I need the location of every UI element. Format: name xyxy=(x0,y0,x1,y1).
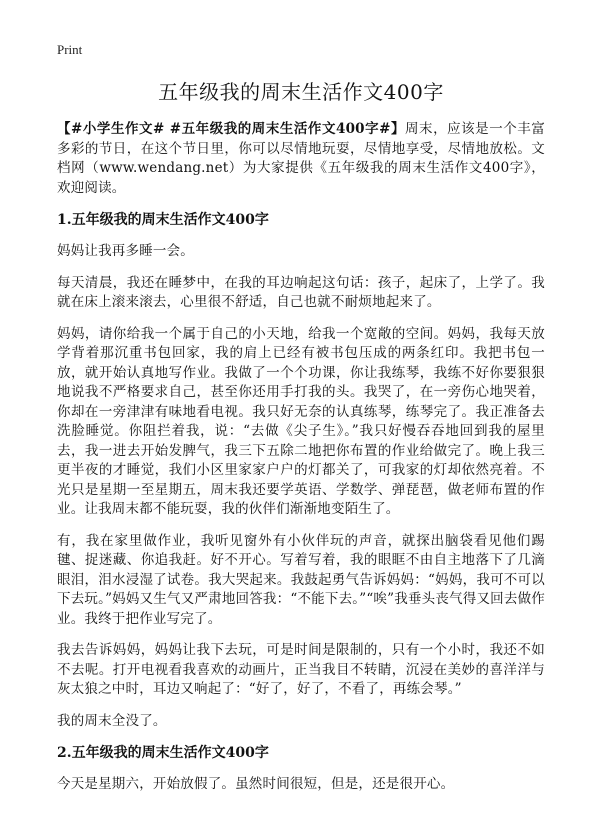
section-1-paragraph-5: 我去告诉妈妈，妈妈让我下去玩，可是时间是限制的，只有一个小时，我还不如不去呢。打开电视看我喜欢的动画片，正当我目不转睛，沉浸在美妙的喜洋洋与灰太狼之中时，耳边又响起了：“好了，好了，不看了，再练会琴。” xyxy=(57,642,545,697)
intro-text: 周末，应该是一个丰富多彩的节日，在这个节日里，你可以尽情地玩耍，尽情地享受，尽情地放松。文档网（www.wendang.net）为大家提供《五年级我的周末生活作文400字》，欢迎阅读。 xyxy=(57,121,546,196)
section-1-paragraph-6: 我的周末全没了。 xyxy=(57,712,167,729)
section-1-paragraph-1: 妈妈让我再多睡一会。 xyxy=(57,243,194,259)
print-label: Print xyxy=(57,42,83,57)
document-title: 五年级我的周末生活作文400字 xyxy=(158,80,444,104)
intro-tags: 【#小学生作文# #五年级我的周末生活作文400字#】 xyxy=(57,121,406,137)
document-body xyxy=(57,78,545,807)
intro-paragraph xyxy=(57,120,545,198)
section-1-paragraph-2: 每天清晨，我还在睡梦中，在我的耳边响起这句话：孩子，起床了，上学了。我就在床上滚来滚去，心里很不舒适，自己也就不耐烦地起来了。 xyxy=(57,274,545,310)
section-2-paragraph-1: 今天是星期六，开始放假了。虽然时间很短，但是，还是很开心。 xyxy=(57,776,455,792)
section-1-paragraph-4: 有，我在家里做作业，我听见窗外有小伙伴玩的声音，就探出脑袋看见他们踢毽、捉迷藏、你追我赶。好不开心。写着写着，我的眼眶不由自主地落下了几滴眼泪，泪水浸湿了试卷。我大哭起来。我鼓起勇气告诉妈妈：“妈妈，我可不可以下去玩。”妈妈又生气又严肃地回答我：“不能下去。”“唉”我垂头丧气得又回去做作业。我终于把作业写完了。 xyxy=(57,532,545,627)
section-1-paragraph-3: 妈妈，请你给我一个属于自己的小天地，给我一个宽敞的空间。妈妈，我每天放学背着那沉重书包回家，我的肩上已经有被书包压成的两条红印。我把书包一放，就开始认真地写作业。我做了一个个功课，你让我练琴，我练不好你要狠狠地说我不严格要求自己，甚至你还用手打我的头。我哭了，在一旁伤心地哭着，你却在一旁津津有味地看电视。我只好无奈的认真练琴，练琴完了。我正准备去洗脸睡觉。你阻拦着我，说：“去做《尖子生》。”我只好慢吞吞地回到我的屋里去，我一进去开始发脾气，我三下五除二地把你布置的作业给做完了。晚上我三更半夜的才睡觉，我们小区里家家户户的灯都关了，可我家的灯却依然亮着。不光只是星期一至星期五，周末我还要学英语、学数学、弹琵琶，做老师布置的作业。让我周末都不能玩耍，我的伙伴们渐渐地变陌生了。 xyxy=(57,325,545,517)
section-1-heading: 1.五年级我的周末生活作文400字 xyxy=(57,212,269,228)
section-2-heading: 2.五年级我的周末生活作文400字 xyxy=(57,745,269,761)
